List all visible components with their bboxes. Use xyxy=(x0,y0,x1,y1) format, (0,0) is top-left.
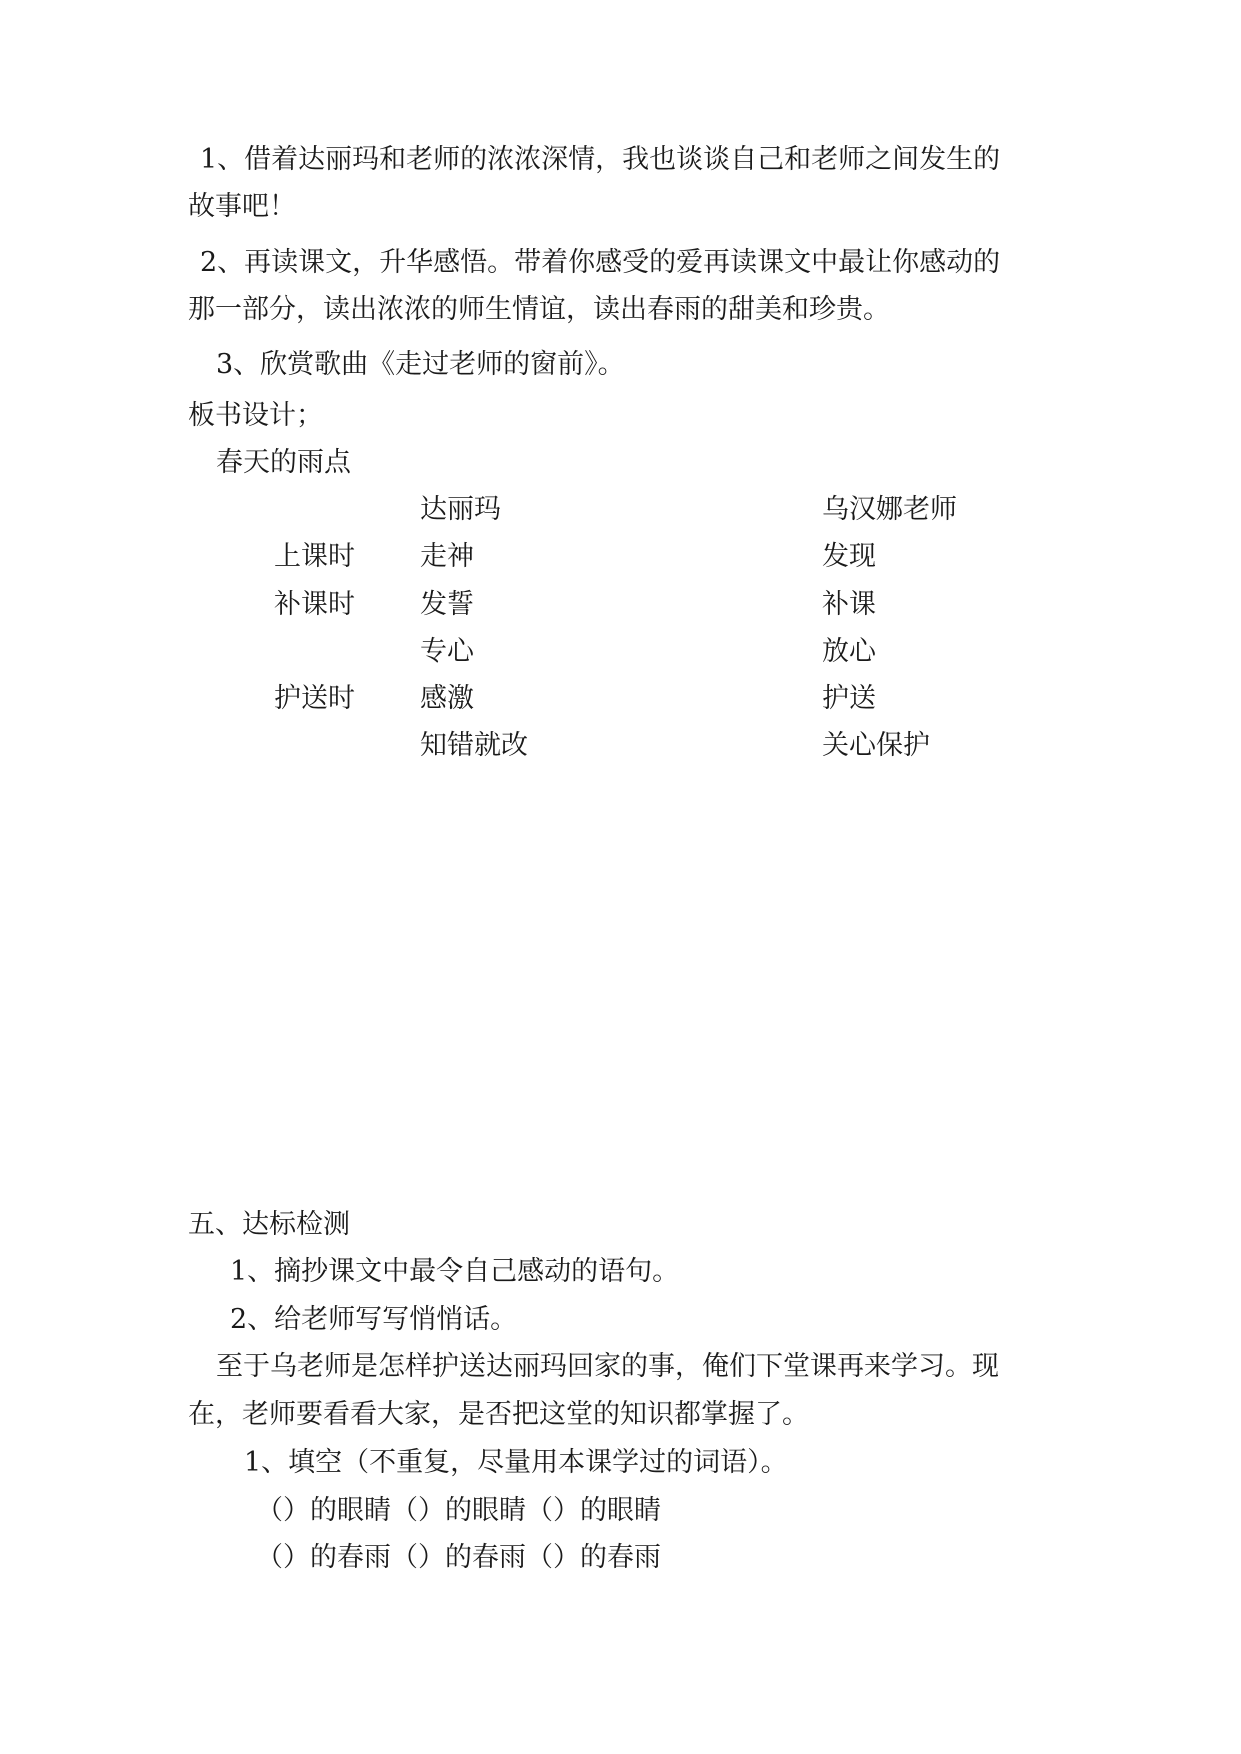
board-row-student: 走神 xyxy=(420,541,474,572)
activity-item-2-line-2: 那一部分，读出浓浓的师生情谊，读出春雨的甜美和珍贵。 xyxy=(188,294,890,325)
fill-blank-line-1: （）的眼睛（）的眼睛（）的眼睛 xyxy=(256,1495,661,1526)
board-row-teacher: 补课 xyxy=(822,589,876,620)
assessment-item-1: 1、摘抄课文中最令自己感动的语句。 xyxy=(230,1256,680,1287)
board-row-teacher: 关心保护 xyxy=(822,730,930,761)
board-row-student: 感激 xyxy=(420,683,474,714)
assessment-paragraph-line-1: 至于乌老师是怎样护送达丽玛回家的事，俺们下堂课再来学习。现 xyxy=(216,1351,999,1382)
board-row-teacher: 放心 xyxy=(822,636,876,667)
board-row-student: 发誓 xyxy=(420,589,474,620)
board-row-stage: 补课时 xyxy=(274,589,355,620)
assessment-item-2: 2、给老师写写悄悄话。 xyxy=(230,1304,518,1335)
board-heading: 板书设计； xyxy=(188,400,323,431)
board-row-teacher: 发现 xyxy=(822,541,876,572)
assessment-heading: 五、达标检测 xyxy=(188,1209,350,1240)
board-title: 春天的雨点 xyxy=(216,447,351,478)
board-row-stage: 护送时 xyxy=(274,683,355,714)
activity-item-1-line-1: 1、借着达丽玛和老师的浓浓深情，我也谈谈自己和老师之间发生的 xyxy=(200,144,1001,175)
fill-blank-heading: 1、填空（不重复，尽量用本课学过的词语）。 xyxy=(244,1447,788,1478)
board-row-teacher: 护送 xyxy=(822,683,876,714)
board-row-student: 专心 xyxy=(420,636,474,667)
assessment-paragraph-line-2: 在，老师要看看大家，是否把这堂的知识都掌握了。 xyxy=(188,1399,809,1430)
board-column-teacher: 乌汉娜老师 xyxy=(822,494,957,525)
activity-item-1-line-2: 故事吧！ xyxy=(188,191,296,222)
board-column-student: 达丽玛 xyxy=(420,494,501,525)
board-row-student: 知错就改 xyxy=(420,730,528,761)
activity-item-2-line-1: 2、再读课文，升华感悟。带着你感受的爱再读课文中最让你感动的 xyxy=(200,247,1001,278)
board-row-stage: 上课时 xyxy=(274,541,355,572)
fill-blank-line-2: （）的春雨（）的春雨（）的春雨 xyxy=(256,1542,661,1573)
activity-item-3: 3、欣赏歌曲《走过老师的窗前》。 xyxy=(216,349,625,380)
